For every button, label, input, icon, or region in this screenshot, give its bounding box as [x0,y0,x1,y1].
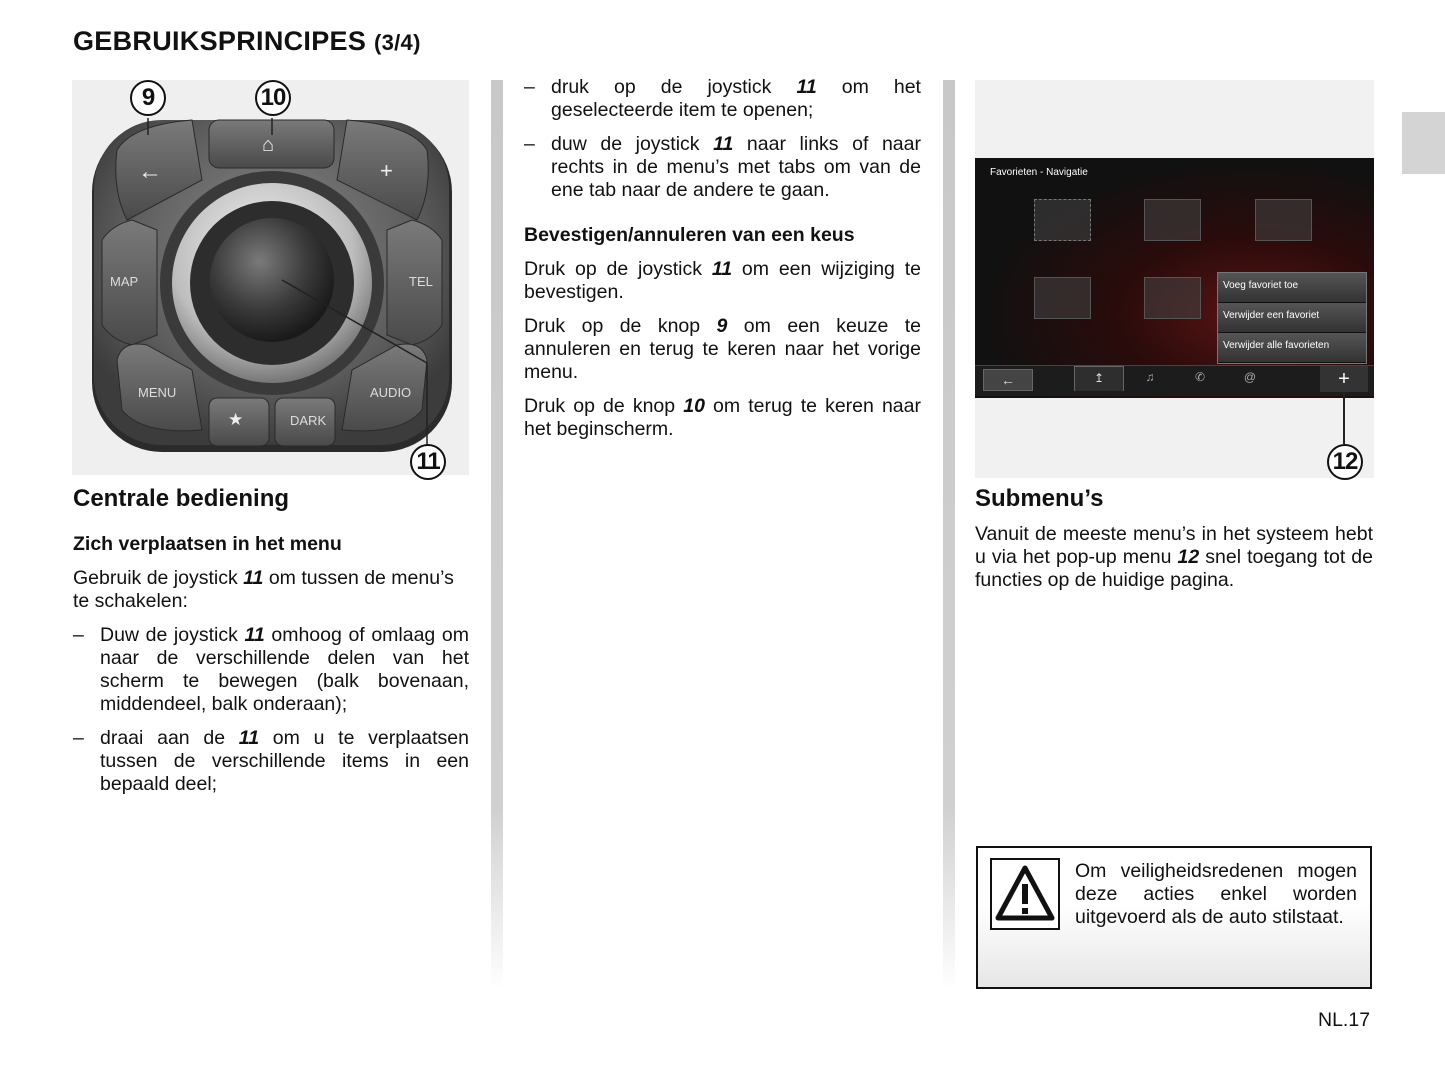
map-key-label: MAP [110,274,139,289]
favorite-slot [1255,199,1312,241]
leader-line-12 [1343,392,1345,444]
favorite-slot [1144,199,1201,241]
col2-bullet-1: – druk op de joystick 11 om het geselecteerde item te openen; [524,76,921,122]
favorite-slot [1034,277,1091,319]
col2-body [524,76,921,441]
popup-menu [1217,272,1367,364]
favorite-slot [1144,277,1201,319]
callout-9: 9 [130,80,166,116]
screen-web-tab-icon: @ [1243,370,1257,384]
star-icon: ★ [228,410,244,429]
screen-back-icon: ← [983,369,1033,391]
menu-key-label: MENU [138,385,177,400]
callout-10: 10 [255,80,291,116]
plus-icon: + [380,158,393,183]
column-divider-2 [943,80,955,990]
screen-plus-icon: + [1320,366,1368,392]
column-divider-1 [491,80,503,990]
section-heading-submenus: Submenu’s [975,485,1104,512]
tel-key-label: TEL [409,274,433,289]
screen-nav-tab-icon: ↥ [1074,366,1124,391]
page-indicator: (3/4) [373,30,421,55]
joystick-knob [210,218,334,342]
col2-para-2: Druk op de knop 9 om een keuze te annuleren en terug te keren naar het vorige menu. [524,315,921,383]
audio-key-label: AUDIO [370,385,412,400]
callout-11: 11 [410,444,446,480]
subheading-navigate: Zich verplaatsen in het menu [73,533,342,555]
col2-bullet-2: – duw de joystick 11 naar links of naar rechts in de menu’s met tabs om van de ene tab naar de andere te gaan. [524,133,921,202]
back-arrow-icon: ← [138,158,162,185]
col1-bullet-2: – draai aan de 11 om u te verplaatsen tussen de verschillende items in een bepaald deel; [73,727,469,796]
screen-title: Favorieten - Navigatie [990,167,1088,178]
dark-key-label: DARK [290,413,327,428]
screen-tab-bar [975,365,1374,396]
subheading-confirm-cancel: Bevestigen/annuleren van een keus [524,224,855,246]
home-icon: ⌂ [262,134,275,156]
page-number: NL.17 [1318,1009,1371,1031]
warning-icon [990,858,1060,930]
page-title-text: GEBRUIKSPRINCIPES [73,26,367,56]
favorite-slot [1034,199,1091,241]
callout-12: 12 [1327,444,1363,480]
warning-text: Om veiligheidsredenen mogen deze acties enkel worden uitgevoerd als de auto stilstaat. [1075,860,1357,928]
popup-item-remove-all: Verwijder alle favorieten [1218,333,1366,363]
col1-bullet-1: – Duw de joystick 11 omhoog of omlaag om naar de verschillende delen van het scherm te bewegen (balk bovenaan, middendeel, balk onderaan); [73,624,469,716]
col2-para-1: Druk op de joystick 11 om een wijziging te bevestigen. [524,258,921,303]
page-title [73,26,421,57]
col1-intro: Gebruik de joystick 11 om tussen de menu’s te schakelen: [73,567,454,612]
section-heading-central: Centrale bediening [73,485,290,512]
screen-music-tab-icon: ♫ [1145,370,1155,384]
col1-body [73,567,469,796]
chapter-tab [1402,112,1445,174]
popup-item-remove-favorite: Verwijder een favoriet [1218,303,1366,333]
col3-para: Vanuit de meeste menu’s in het systeem hebt u via het pop-up menu 12 snel toegang tot de functies op de huidige pagina. [975,523,1373,591]
col2-para-3: Druk op de knop 10 om terug te keren naar het beginscherm. [524,395,921,440]
screen-phone-tab-icon: ✆ [1194,370,1206,384]
popup-item-add-favorite: Voeg favoriet toe [1218,273,1366,303]
